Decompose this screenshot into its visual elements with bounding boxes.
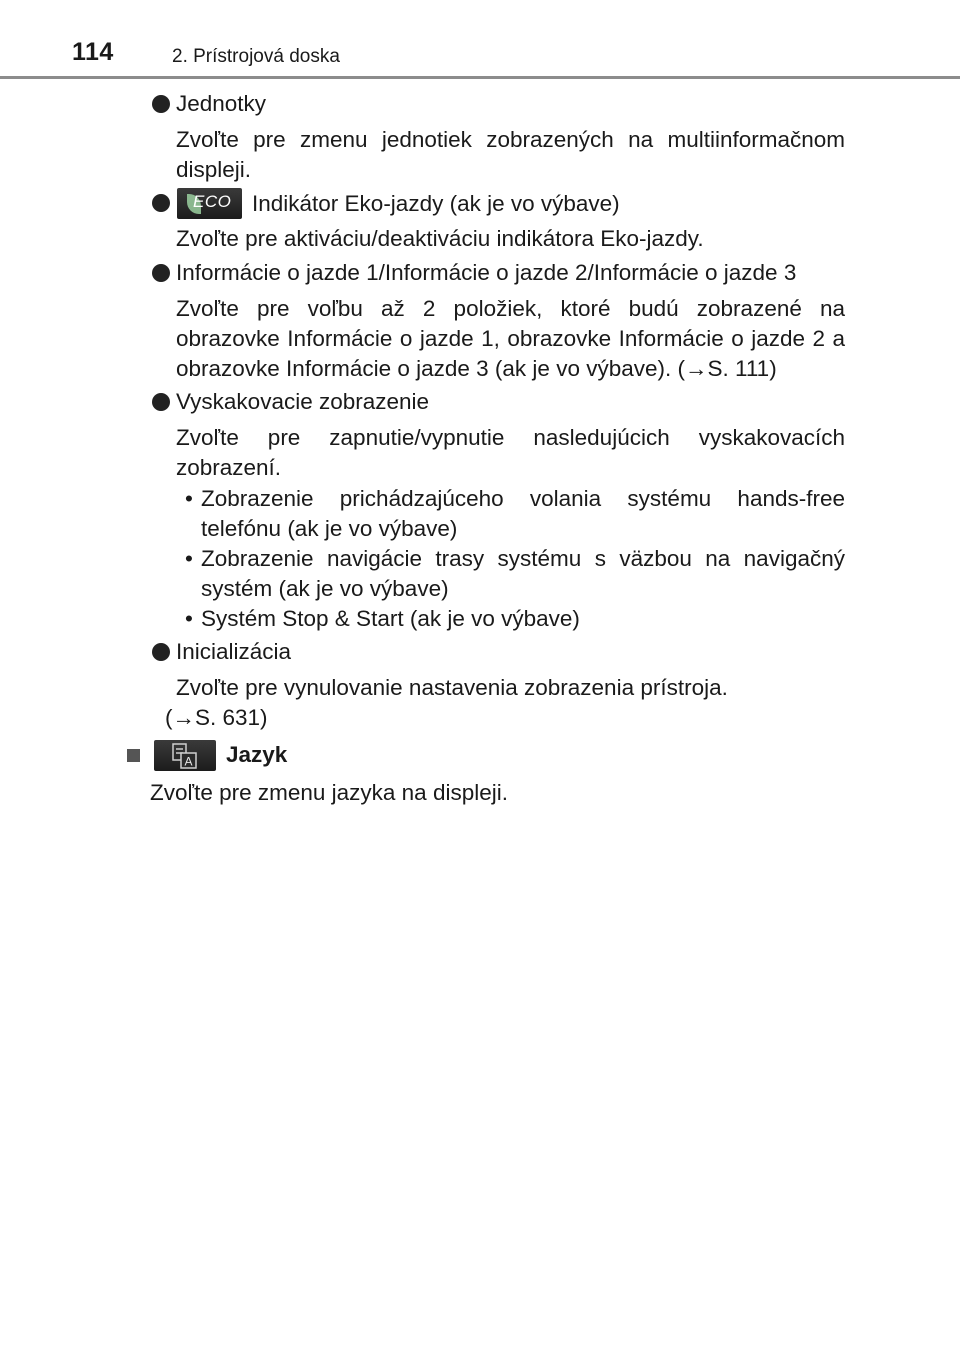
chapter-title: 2. Prístrojová doska (172, 46, 340, 67)
item-desc-drive-info: Zvoľte pre voľbu až 2 položiek, ktoré budú zobrazené na obrazovke Informácie o jazde 1, obrazovke Informácie o jazde 2 a obrazovke Informácie o jazde 3 (ak je vo výbave). (→S. 111) (176, 296, 845, 381)
sub-bullet: • (185, 606, 193, 631)
eco-indicator-icon (177, 188, 242, 219)
item-desc-init: Zvoľte pre vynulovanie nastavenia zobrazenia prístroja. (176, 675, 728, 700)
language-icon (154, 740, 216, 771)
bullet-icon (152, 264, 170, 282)
item-title-eco: Indikátor Eko-jazdy (ak je vo výbave) (252, 191, 620, 216)
item-title-popup: Vyskakovacie zobrazenie (176, 389, 430, 414)
header-divider (0, 76, 960, 79)
item-desc-popup: Zvoľte pre zapnutie/vypnutie nasledujúcich vyskakovacích zobrazení. (176, 425, 845, 480)
item-title-drive-info: Informácie o jazde 1/Informácie o jazde 2/Informácie o jazde 3 (176, 260, 797, 285)
bullet-icon (152, 95, 170, 113)
section-square-icon (127, 749, 140, 762)
item-desc-eco: Zvoľte pre aktiváciu/deaktiváciu indikátora Eko-jazdy. (176, 226, 704, 251)
page-number: 114 (72, 38, 114, 66)
section-desc-language: Zvoľte pre zmenu jazyka na displeji. (150, 780, 508, 805)
bullet-icon (152, 643, 170, 661)
item-ref-init: (→S. 631) (165, 705, 268, 730)
item-title-units: Jednotky (176, 91, 267, 116)
sub-item: Zobrazenie prichádzajúceho volania systému hands-free telefónu (ak je vo výbave) (201, 486, 845, 541)
eco-icon-label: ECO (193, 192, 232, 211)
bullet-icon (152, 393, 170, 411)
item-title-init: Inicializácia (176, 639, 292, 664)
sub-item: Zobrazenie navigácie trasy systému s väzbou na navigačný systém (ak je vo výbave) (201, 546, 845, 601)
item-desc-units: Zvoľte pre zmenu jednotiek zobrazených na multiinformačnom displeji. (176, 127, 845, 182)
sub-bullet: • (185, 546, 193, 571)
sub-bullet: • (185, 486, 193, 511)
svg-text:A: A (184, 754, 193, 769)
sub-item: Systém Stop & Start (ak je vo výbave) (201, 606, 580, 631)
bullet-icon (152, 194, 170, 212)
section-title-language: Jazyk (226, 742, 288, 767)
page-header (0, 0, 960, 80)
